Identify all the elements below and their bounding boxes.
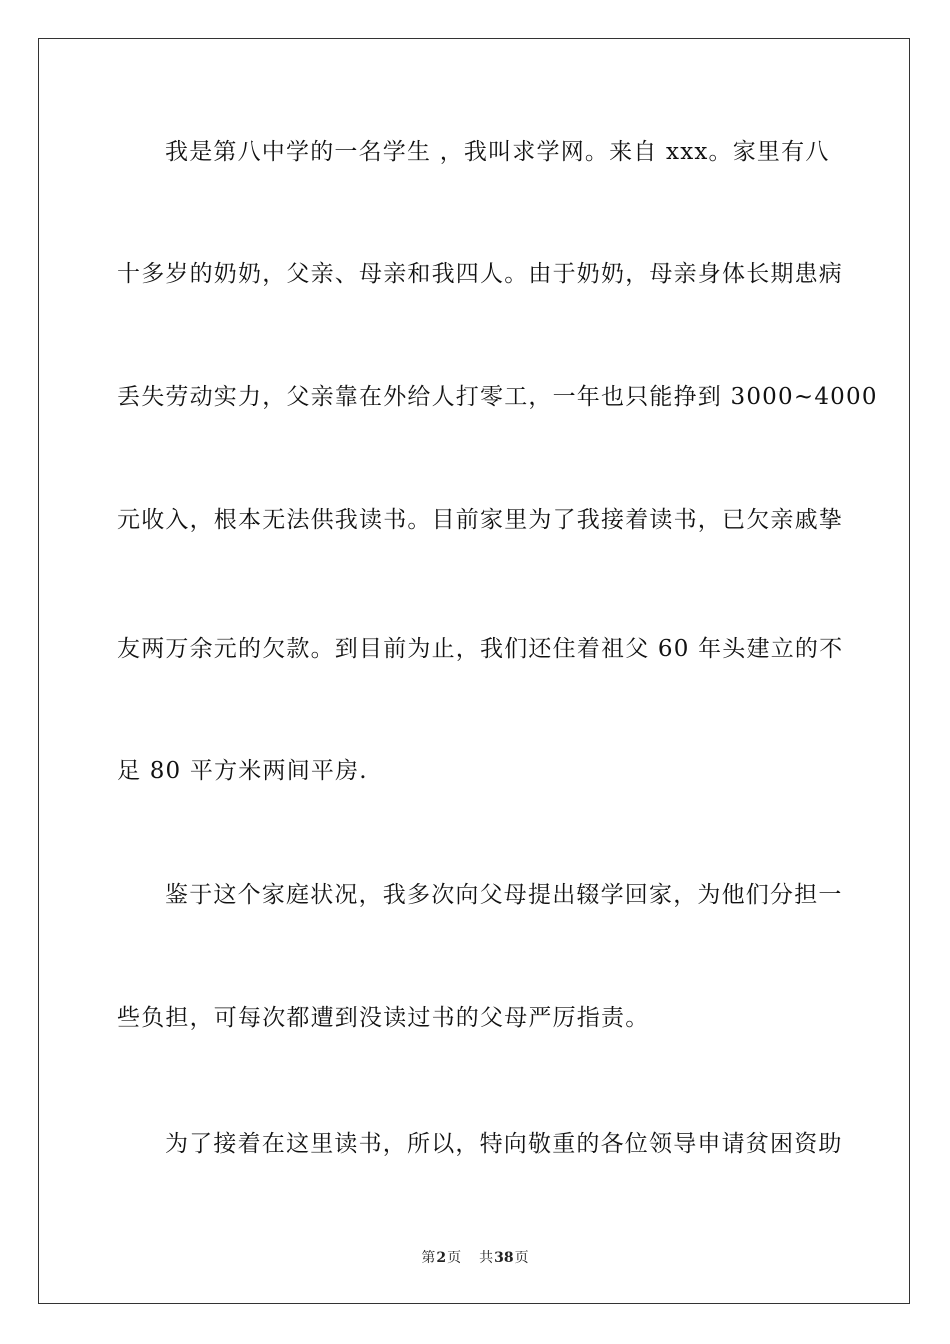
- text-line: 元收入，根本无法供我读书。目前家里为了我接着读书，已欠亲戚挚: [117, 507, 843, 533]
- page-footer: [0, 1247, 950, 1267]
- text-line: 友两万余元的欠款。到目前为止，我们还住着祖父 60 年头建立的不: [117, 636, 844, 662]
- page-suffix: 页: [447, 1250, 462, 1266]
- page-number: 2: [436, 1250, 447, 1266]
- total-suffix: 页: [514, 1250, 529, 1266]
- total-pages: 38: [494, 1250, 514, 1266]
- text-line: 为了接着在这里读书，所以，特向敬重的各位领导申请贫困资助: [165, 1131, 843, 1157]
- total-prefix: 共: [479, 1250, 494, 1266]
- text-line: 足 80 平方米两间平房.: [117, 758, 368, 784]
- text-line: 鉴于这个家庭状况，我多次向父母提出辍学回家，为他们分担一: [165, 882, 843, 908]
- page-frame: [38, 38, 910, 1304]
- text-line: 十多岁的奶奶，父亲、母亲和我四人。由于奶奶，母亲身体长期患病: [117, 261, 843, 287]
- page-prefix: 第: [421, 1250, 436, 1266]
- text-line: 丢失劳动实力，父亲靠在外给人打零工，一年也只能挣到 3000~4000: [117, 384, 878, 410]
- text-line: 些负担，可每次都遭到没读过书的父母严厉指责。: [117, 1005, 650, 1031]
- text-line: 我是第八中学的一名学生 ，我叫求学网。来自 xxx。家里有八: [165, 139, 830, 165]
